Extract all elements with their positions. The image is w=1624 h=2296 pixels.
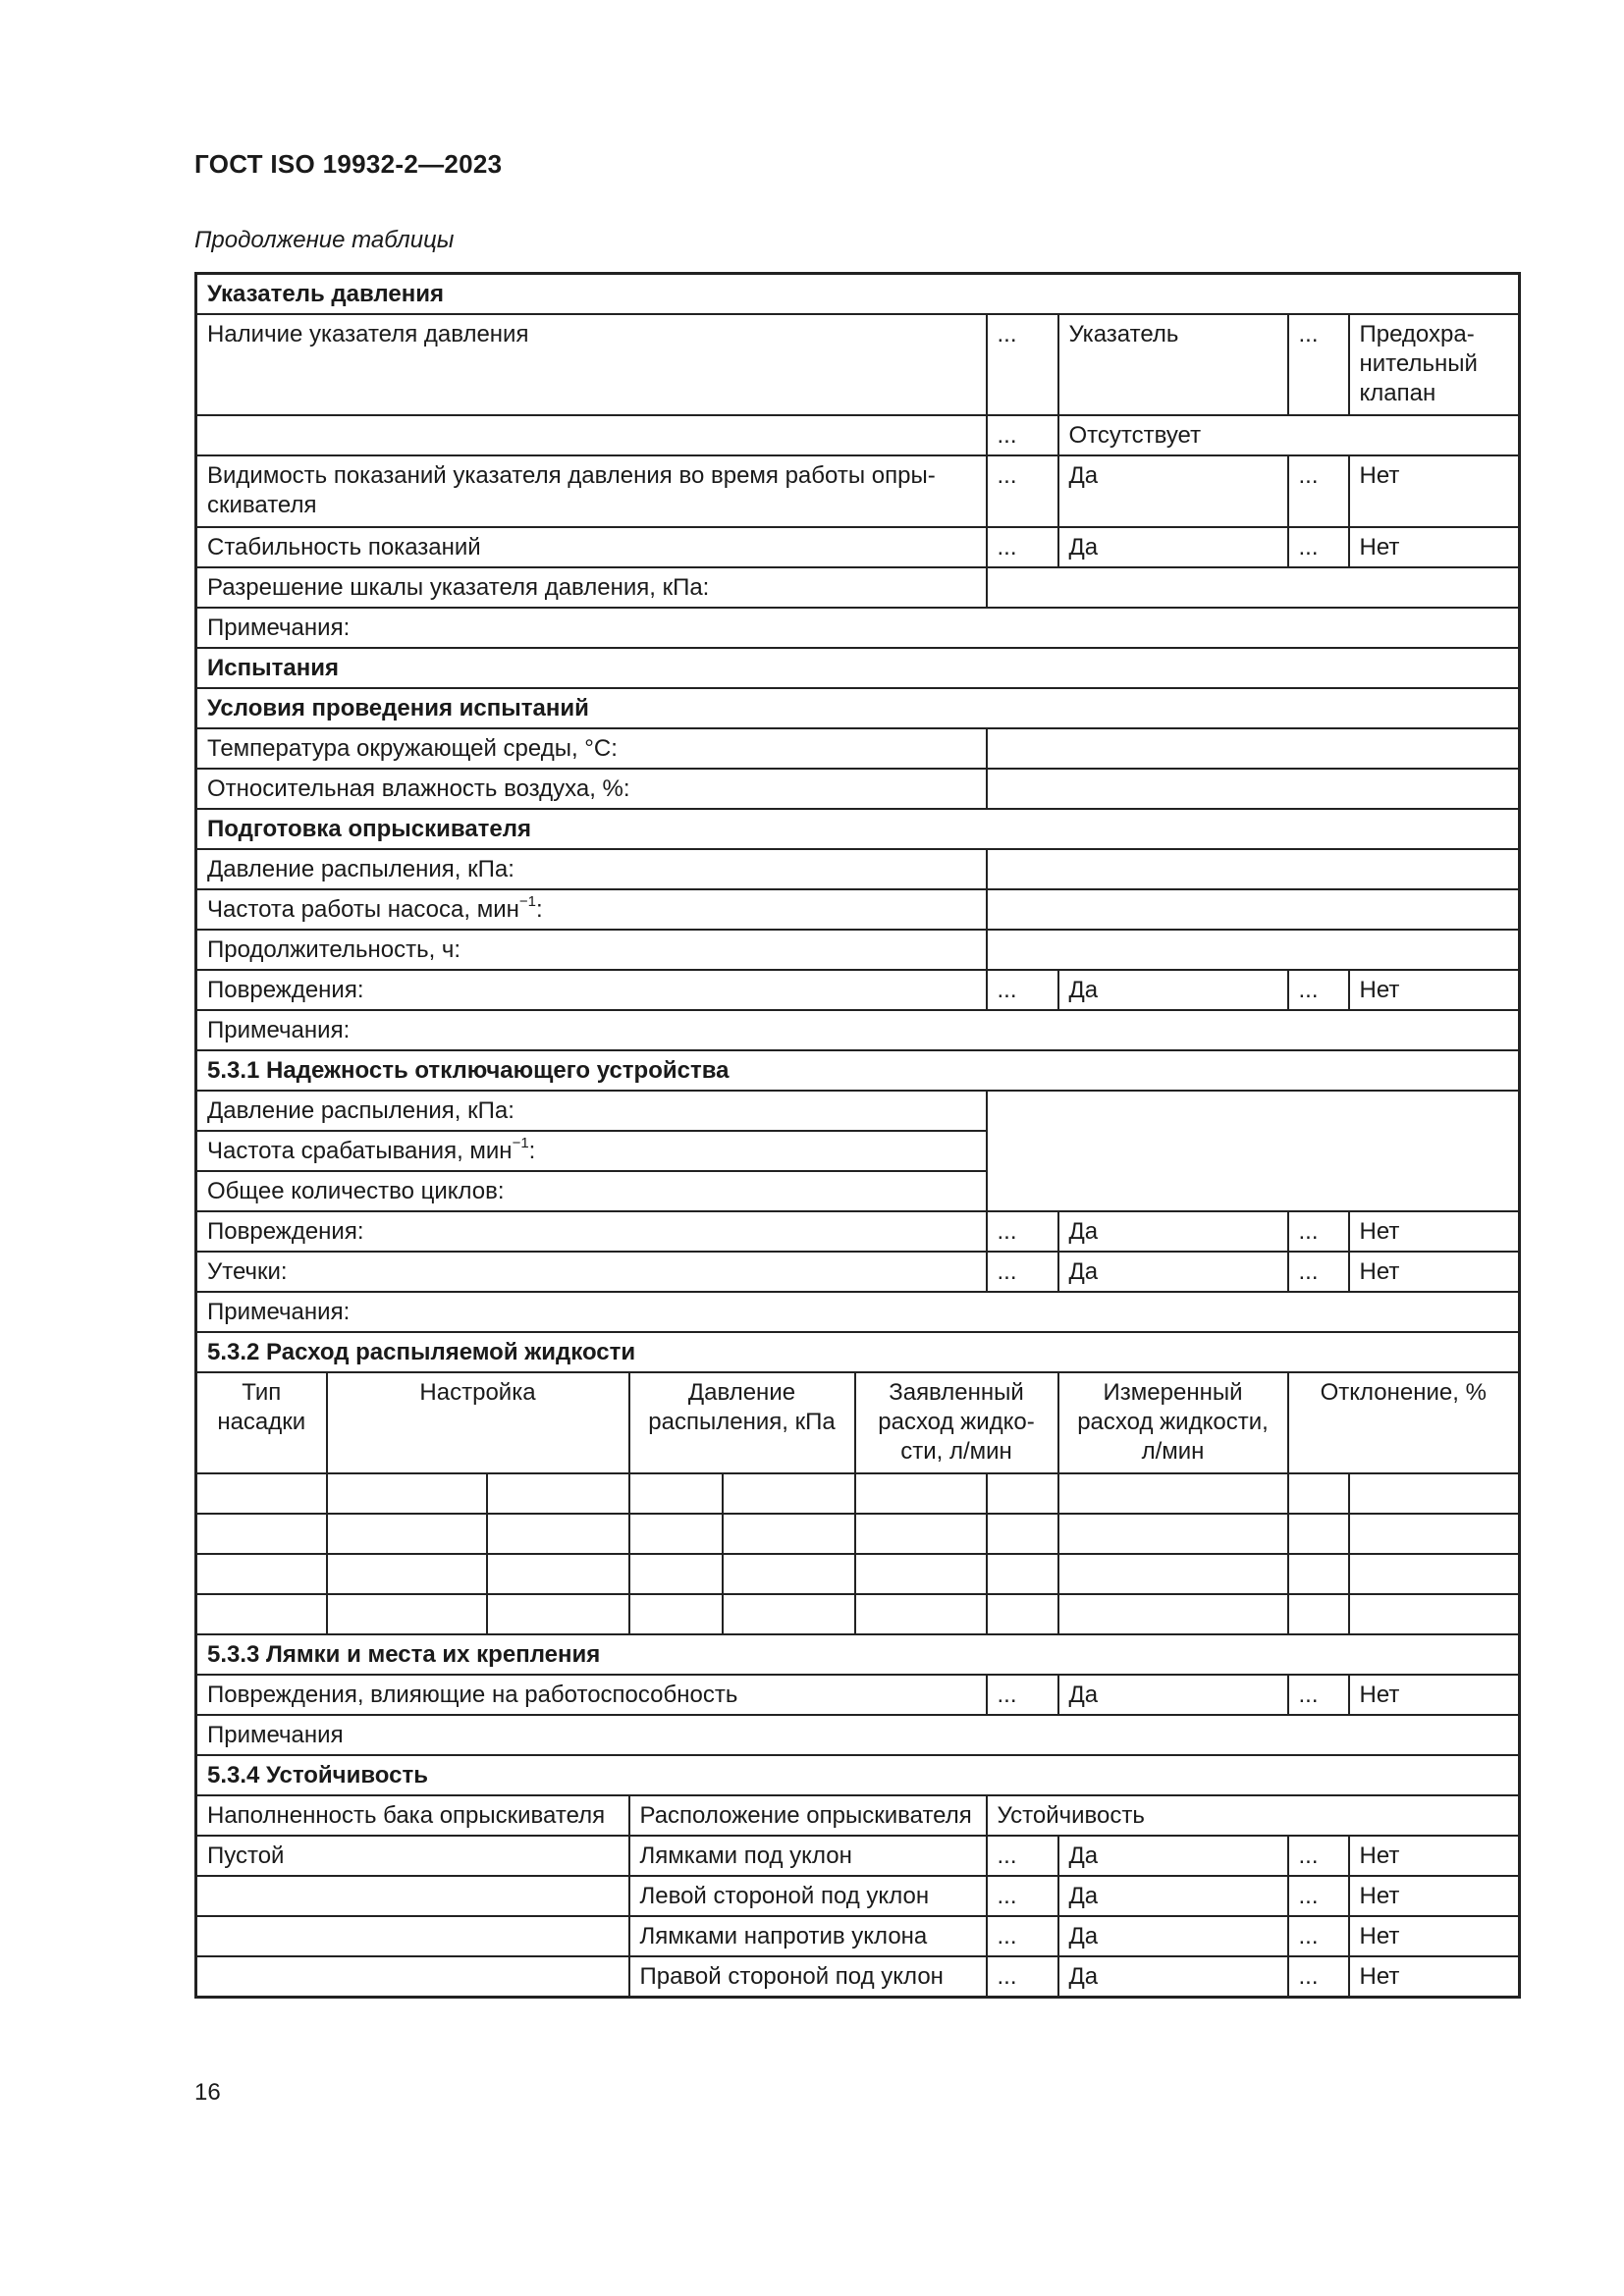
flow-data-row xyxy=(196,1594,1520,1634)
flow-data-row xyxy=(196,1514,1520,1554)
data-cell[interactable] xyxy=(855,1473,987,1514)
section-sprayer-preparation: Подготовка опрыскивателя xyxy=(196,809,1520,849)
value-field[interactable] xyxy=(987,567,1520,608)
data-cell[interactable] xyxy=(723,1473,855,1514)
document-title: ГОСТ ISO 19932-2—2023 xyxy=(194,149,503,179)
leaks-label: Утечки: xyxy=(196,1252,987,1292)
option-yes: Да xyxy=(1058,527,1288,567)
checkbox-placeholder[interactable]: ... xyxy=(1288,314,1349,415)
checkbox-placeholder[interactable]: ... xyxy=(1288,1916,1349,1956)
data-cell[interactable] xyxy=(723,1594,855,1634)
checkbox-placeholder[interactable]: ... xyxy=(987,1916,1058,1956)
data-cell[interactable] xyxy=(487,1473,629,1514)
data-cell[interactable] xyxy=(487,1554,629,1594)
data-cell[interactable] xyxy=(1058,1594,1288,1634)
option-yes: Да xyxy=(1058,1211,1288,1252)
data-cell[interactable] xyxy=(987,1473,1058,1514)
checkbox-placeholder[interactable]: ... xyxy=(1288,1211,1349,1252)
data-cell[interactable] xyxy=(196,1554,327,1594)
value-field[interactable] xyxy=(987,1091,1520,1211)
tank-fill-value: Пустой xyxy=(196,1836,629,1876)
data-cell[interactable] xyxy=(723,1514,855,1554)
section-533: 5.3.3 Лямки и места их крепления xyxy=(196,1634,1520,1675)
data-cell[interactable] xyxy=(327,1554,487,1594)
flow-data-row xyxy=(196,1554,1520,1594)
checkbox-placeholder[interactable]: ... xyxy=(987,1836,1058,1876)
col-header-measured-flow: Измеренный расход жидкости, л/мин xyxy=(1058,1372,1288,1473)
section-532: 5.3.2 Расход распыляемой жидкости xyxy=(196,1332,1520,1372)
notes-row[interactable]: Примечания: xyxy=(196,1292,1520,1332)
data-cell[interactable] xyxy=(987,1554,1058,1594)
data-cell[interactable] xyxy=(1058,1514,1288,1554)
damage-label: Повреждения: xyxy=(196,1211,987,1252)
checkbox-placeholder[interactable]: ... xyxy=(1288,1956,1349,1998)
data-cell[interactable] xyxy=(1349,1594,1520,1634)
data-cell[interactable] xyxy=(855,1594,987,1634)
option-yes: Да xyxy=(1058,1675,1288,1715)
checkbox-placeholder[interactable]: ... xyxy=(987,415,1058,455)
empty-cell xyxy=(196,1956,629,1998)
option-no: Нет xyxy=(1349,455,1520,527)
data-cell[interactable] xyxy=(629,1473,723,1514)
col-header-pressure: Давление распыления, кПа xyxy=(629,1372,855,1473)
col-header-tank-fill: Наполненность бака опрыскивателя xyxy=(196,1795,629,1836)
col-header-setting: Настройка xyxy=(327,1372,629,1473)
col-header-declared-flow: Заявленный расход жидко-сти, л/мин xyxy=(855,1372,1058,1473)
data-cell[interactable] xyxy=(327,1473,487,1514)
checkbox-placeholder[interactable]: ... xyxy=(987,1876,1058,1916)
option-absent: Отсутствует xyxy=(1058,415,1520,455)
col-header-stability: Устойчивость xyxy=(987,1795,1520,1836)
checkbox-placeholder[interactable]: ... xyxy=(1288,970,1349,1010)
data-cell[interactable] xyxy=(196,1473,327,1514)
page-number: 16 xyxy=(194,2079,221,2106)
empty-cell xyxy=(196,1916,629,1956)
table-continuation-caption: Продолжение таблицы xyxy=(194,227,455,253)
data-cell[interactable] xyxy=(1349,1554,1520,1594)
value-field[interactable] xyxy=(987,769,1520,809)
empty-cell xyxy=(196,1876,629,1916)
option-yes: Да xyxy=(1058,970,1288,1010)
value-field[interactable] xyxy=(987,930,1520,970)
option-yes: Да xyxy=(1058,455,1288,527)
checkbox-placeholder[interactable]: ... xyxy=(1288,1675,1349,1715)
data-cell[interactable] xyxy=(1058,1473,1288,1514)
position-label: Левой стороной под уклон xyxy=(629,1876,987,1916)
data-cell[interactable] xyxy=(1288,1554,1349,1594)
data-cell[interactable] xyxy=(327,1514,487,1554)
data-cell[interactable] xyxy=(855,1514,987,1554)
ambient-temp-label: Температура окружающей среды, °С: xyxy=(196,728,987,769)
checkbox-placeholder[interactable]: ... xyxy=(987,1956,1058,1998)
option-no: Нет xyxy=(1349,1876,1520,1916)
position-label: Лямками под уклон xyxy=(629,1836,987,1876)
checkbox-placeholder[interactable]: ... xyxy=(1288,1876,1349,1916)
data-cell[interactable] xyxy=(196,1514,327,1554)
data-cell[interactable] xyxy=(987,1594,1058,1634)
spray-pressure-label: Давление распыления, кПа: xyxy=(196,849,987,889)
trigger-frequency-label: Частота срабатывания, мин$^{-1}$: xyxy=(196,1131,987,1171)
data-cell[interactable] xyxy=(327,1594,487,1634)
section-pressure-gauge: Указатель давления xyxy=(196,274,1520,315)
checkbox-placeholder[interactable]: ... xyxy=(987,1675,1058,1715)
humidity-label: Относительная влажность воздуха, %: xyxy=(196,769,987,809)
data-cell[interactable] xyxy=(1288,1594,1349,1634)
value-field[interactable] xyxy=(987,728,1520,769)
section-test-conditions: Условия проведения испытаний xyxy=(196,688,1520,728)
section-531: 5.3.1 Надежность отключающего устройства xyxy=(196,1050,1520,1091)
checkbox-placeholder[interactable]: ... xyxy=(1288,1836,1349,1876)
option-no: Нет xyxy=(1349,970,1520,1010)
data-cell[interactable] xyxy=(629,1554,723,1594)
notes-row[interactable]: Примечания xyxy=(196,1715,1520,1755)
data-cell[interactable] xyxy=(1349,1514,1520,1554)
section-534: 5.3.4 Устойчивость xyxy=(196,1755,1520,1795)
data-cell[interactable] xyxy=(855,1554,987,1594)
checkbox-placeholder[interactable]: ... xyxy=(987,527,1058,567)
checkbox-placeholder[interactable]: ... xyxy=(1288,455,1349,527)
data-cell[interactable] xyxy=(1288,1514,1349,1554)
damage-label: Повреждения: xyxy=(196,970,987,1010)
data-cell[interactable] xyxy=(629,1594,723,1634)
checkbox-placeholder[interactable]: ... xyxy=(987,455,1058,527)
col-header-sprayer-position: Расположение опрыскивателя xyxy=(629,1795,987,1836)
checkbox-placeholder[interactable]: ... xyxy=(987,314,1058,415)
flow-data-row xyxy=(196,1473,1520,1514)
section-tests: Испытания xyxy=(196,648,1520,688)
data-cell[interactable] xyxy=(987,1514,1058,1554)
damage-performance-label: Повреждения, влияющие на работоспособность xyxy=(196,1675,987,1715)
option-no: Нет xyxy=(1349,1252,1520,1292)
checkbox-placeholder[interactable]: ... xyxy=(987,1211,1058,1252)
checkbox-placeholder[interactable]: ... xyxy=(987,1252,1058,1292)
option-no: Нет xyxy=(1349,1836,1520,1876)
option-no: Нет xyxy=(1349,1675,1520,1715)
data-cell[interactable] xyxy=(629,1514,723,1554)
checkbox-placeholder[interactable]: ... xyxy=(1288,527,1349,567)
value-field[interactable] xyxy=(987,849,1520,889)
option-yes: Да xyxy=(1058,1252,1288,1292)
spray-pressure-label: Давление распыления, кПа: xyxy=(196,1091,987,1131)
option-no: Нет xyxy=(1349,1916,1520,1956)
pump-frequency-label: Частота работы насоса, мин$^{-1}$: xyxy=(196,889,987,930)
data-cell[interactable] xyxy=(196,1594,327,1634)
scale-resolution-label: Разрешение шкалы указателя давления, кПа: xyxy=(196,567,987,608)
checkbox-placeholder[interactable]: ... xyxy=(1288,1252,1349,1292)
option-no: Нет xyxy=(1349,1211,1520,1252)
option-yes: Да xyxy=(1058,1876,1288,1916)
checkbox-placeholder[interactable]: ... xyxy=(987,970,1058,1010)
option-relief-valve: Предохра-нительный клапан xyxy=(1349,314,1520,415)
notes-row[interactable]: Примечания: xyxy=(196,1010,1520,1050)
position-label: Лямками напротив уклона xyxy=(629,1916,987,1956)
data-cell[interactable] xyxy=(487,1594,629,1634)
empty-cell xyxy=(196,415,987,455)
data-cell[interactable] xyxy=(1058,1554,1288,1594)
data-cell[interactable] xyxy=(487,1514,629,1554)
option-no: Нет xyxy=(1349,1956,1520,1998)
option-no: Нет xyxy=(1349,527,1520,567)
data-cell[interactable] xyxy=(1349,1473,1520,1514)
data-cell[interactable] xyxy=(1288,1473,1349,1514)
visibility-label: Видимость показаний указателя давления во время работы опры-скивателя xyxy=(196,455,987,527)
stability-label: Стабильность показаний xyxy=(196,527,987,567)
data-cell[interactable] xyxy=(723,1554,855,1594)
test-report-table xyxy=(194,272,1521,1999)
duration-label: Продолжительность, ч: xyxy=(196,930,987,970)
total-cycles-label: Общее количество циклов: xyxy=(196,1171,987,1211)
col-header-deviation: Отклонение, % xyxy=(1288,1372,1520,1473)
gauge-presence-label: Наличие указателя давления xyxy=(196,314,987,415)
option-yes: Да xyxy=(1058,1836,1288,1876)
col-header-nozzle-type: Тип насадки xyxy=(196,1372,327,1473)
option-yes: Да xyxy=(1058,1956,1288,1998)
notes-row[interactable]: Примечания: xyxy=(196,608,1520,648)
value-field[interactable] xyxy=(987,889,1520,930)
position-label: Правой стороной под уклон xyxy=(629,1956,987,1998)
option-gauge: Указатель xyxy=(1058,314,1288,415)
option-yes: Да xyxy=(1058,1916,1288,1956)
